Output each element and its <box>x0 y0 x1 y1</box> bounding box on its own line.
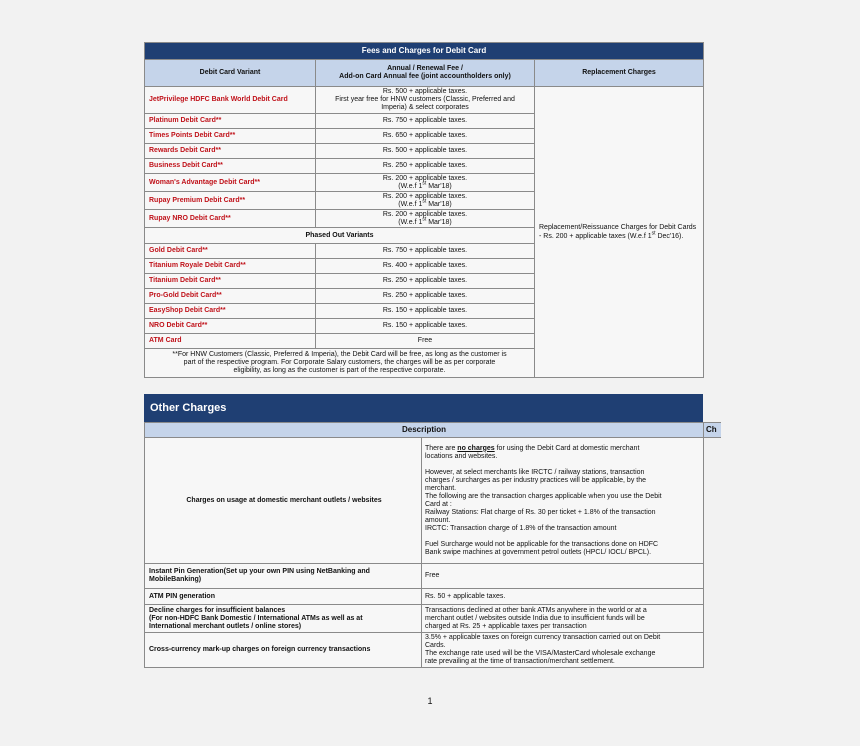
other-charges-table <box>144 422 721 668</box>
replacement-charges-cell: Replacement/Reissuance Charges for Debit Cards - Rs. 200 + applicable taxes (W.e.f 1st Dec'16). <box>535 87 704 378</box>
variant-name: JetPrivilege HDFC Bank World Debit Card <box>145 87 316 114</box>
variant-name: Business Debit Card** <box>145 159 316 174</box>
charge-label: Decline charges for insufficient balances (For non-HDFC Bank Domestic / International ATMs as well as at International merchant outlets / online stores) <box>145 605 422 633</box>
col-header-replacement: Replacement Charges <box>535 60 704 87</box>
fee-value: Rs. 750 + applicable taxes. <box>316 114 535 129</box>
variant-name: Pro-Gold Debit Card** <box>145 289 316 304</box>
fee-value: Rs. 750 + applicable taxes. <box>316 244 535 259</box>
col-header-charges-cut: Ch <box>704 423 721 438</box>
charge-description: Rs. 50 + applicable taxes. <box>422 589 704 605</box>
fee-value: Rs. 500 + applicable taxes. <box>316 144 535 159</box>
table-row <box>145 633 721 668</box>
table-row <box>145 589 721 605</box>
charge-label: Charges on usage at domestic merchant outlets / websites <box>145 438 422 564</box>
fees-table <box>144 42 704 378</box>
variant-name: Titanium Debit Card** <box>145 274 316 289</box>
other-charges-heading: Other Charges <box>144 394 703 422</box>
fee-value: Rs. 650 + applicable taxes. <box>316 129 535 144</box>
fee-value: Rs. 200 + applicable taxes. (W.e.f 1st Mar'18) <box>316 210 535 228</box>
variant-name: NRO Debit Card** <box>145 319 316 334</box>
col-header-annual-fee: Annual / Renewal Fee / Add-on Card Annual fee (joint accountholders only) <box>316 60 535 87</box>
table-row <box>145 605 721 633</box>
fee-value: Rs. 200 + applicable taxes. (W.e.f 1st Mar'18) <box>316 174 535 192</box>
table-row <box>145 87 704 114</box>
variant-name: Gold Debit Card** <box>145 244 316 259</box>
variant-name: Woman's Advantage Debit Card** <box>145 174 316 192</box>
variant-name: EasyShop Debit Card** <box>145 304 316 319</box>
charge-label: Instant Pin Generation(Set up your own PIN using NetBanking and MobileBanking) <box>145 564 422 589</box>
col-header-description: Description <box>145 423 704 438</box>
table-row <box>145 438 721 564</box>
charge-description: Free <box>422 564 704 589</box>
variant-name: Rupay Premium Debit Card** <box>145 192 316 210</box>
fees-table-title: Fees and Charges for Debit Card <box>145 43 704 60</box>
variant-name: Rewards Debit Card** <box>145 144 316 159</box>
charge-description: 3.5% + applicable taxes on foreign currency transaction carried out on Debit Cards. The exchange rate used will be the VISA/MasterCard wholesale exchange rate prevailing at the time of transaction/merchant settlement. <box>422 633 704 668</box>
variant-name: Times Points Debit Card** <box>145 129 316 144</box>
variant-name: Rupay NRO Debit Card** <box>145 210 316 228</box>
fee-value: Free <box>316 334 535 349</box>
table-row <box>145 564 721 589</box>
variant-name: Platinum Debit Card** <box>145 114 316 129</box>
phased-out-heading: Phased Out Variants <box>145 228 535 244</box>
fee-value: Rs. 250 + applicable taxes. <box>316 289 535 304</box>
charge-label: Cross-currency mark-up charges on foreign currency transactions <box>145 633 422 668</box>
fee-value: Rs. 250 + applicable taxes. <box>316 274 535 289</box>
footnote: **For HNW Customers (Classic, Preferred & Imperia), the Debit Card will be free, as long as the customer is part of the respective program. For Corporate Salary customers, the charges will be as per corporate eligibility, as long as the customer is part of the respective corporate. <box>145 349 535 378</box>
variant-name: Titanium Royale Debit Card** <box>145 259 316 274</box>
fee-value: Rs. 250 + applicable taxes. <box>316 159 535 174</box>
fee-value: Rs. 500 + applicable taxes. First year free for HNW customers (Classic, Preferred and Imperia) & select corporates <box>316 87 535 114</box>
col-header-variant: Debit Card Variant <box>145 60 316 87</box>
charge-label: ATM PIN generation <box>145 589 422 605</box>
fee-value: Rs. 400 + applicable taxes. <box>316 259 535 274</box>
fee-value: Rs. 150 + applicable taxes. <box>316 304 535 319</box>
charge-description: Transactions declined at other bank ATMs anywhere in the world or at a merchant outlet / websites outside India due to insufficient funds will be charged at Rs. 25 + applicable taxes per transaction <box>422 605 704 633</box>
fee-value: Rs. 200 + applicable taxes. (W.e.f 1st Mar'18) <box>316 192 535 210</box>
fee-value: Rs. 150 + applicable taxes. <box>316 319 535 334</box>
page-number: 1 <box>427 696 433 706</box>
variant-name: ATM Card <box>145 334 316 349</box>
charge-description: There are no charges for using the Debit Card at domestic merchant locations and websites. However, at select merchants like IRCTC / railway stations, transaction charges / surcharges as per industry practices will be applicable, by the merchant. The following are the transaction charges applicable when you use the Debit Card at : Railway Stations: Flat charge of Rs. 30 per ticket + 1.8% of the transaction amount. IRCTC: Transaction charge of 1.8% of the transaction amount Fuel Surcharge would not be applicable for the transactions done on HDFC Bank swipe machines at government petrol outlets (HPCL/ IOCL/ BPCL). <box>422 438 704 564</box>
